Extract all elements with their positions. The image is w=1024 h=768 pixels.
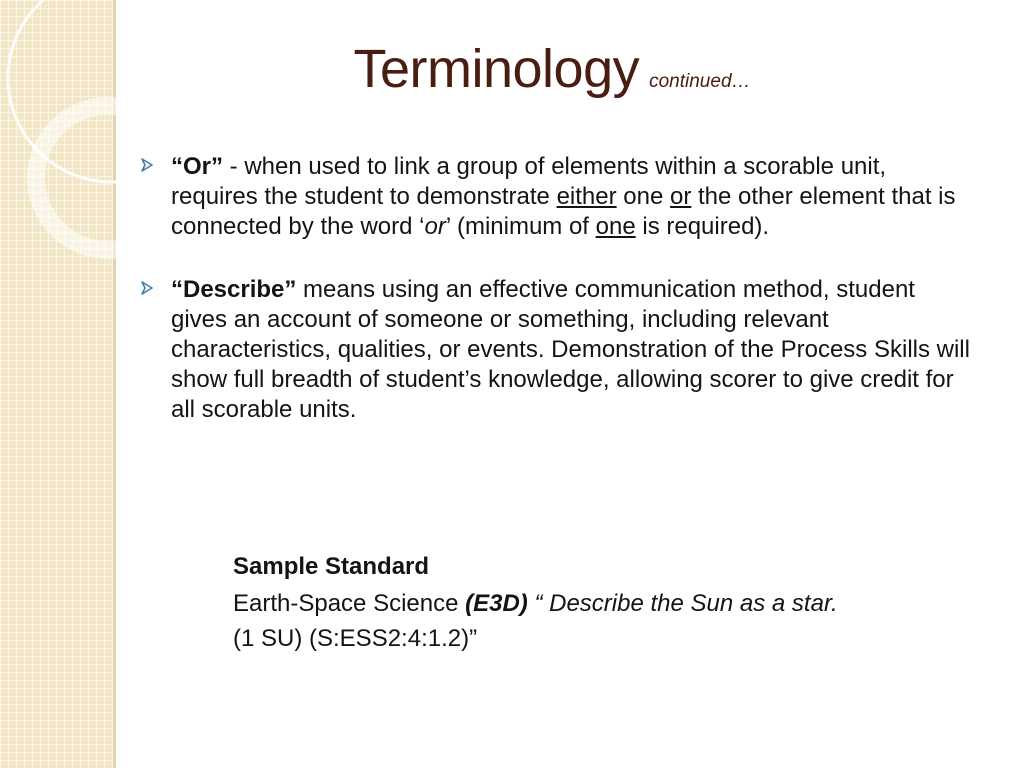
or-underline-either: either [556, 183, 617, 210]
title-continued: continued… [649, 71, 751, 92]
term-or: “Or” [171, 153, 224, 180]
or-text-2: one [616, 183, 670, 210]
slide-title [0, 38, 1024, 100]
or-text-3: the other element that is connected by the word ‘ [171, 183, 956, 240]
sample-line-2: (1 SU) (S:ESS2:4:1.2)” [233, 625, 478, 652]
or-underline-one: one [595, 213, 636, 240]
or-text-5: is required). [635, 213, 770, 240]
or-italic-word: or [424, 213, 446, 240]
describe-text: means using an effective communication method, student gives an account of someone or something, including relevant characteristics, qualities, or events. Demonstration of the Process Skills will show full breadth of student’s knowledge, allowing scorer to give credit for all scorable units. [171, 276, 970, 423]
term-describe: “Describe” [171, 276, 297, 303]
sample-quote: “ Describe the Sun as a star. [527, 590, 838, 617]
sample-code: (E3D) [465, 590, 528, 617]
or-text-4: ’ (minimum of [445, 213, 596, 240]
or-underline-or: or [670, 183, 692, 210]
arrow-bullet-icon [140, 158, 154, 172]
sample-standard [233, 549, 838, 656]
arrow-bullet-icon [140, 281, 154, 295]
or-text-1: - when used to link a group of elements within a scorable unit, requires the student to demonstrate [171, 153, 887, 210]
bullet-or [140, 152, 970, 242]
slide-body [140, 152, 970, 425]
sample-heading: Sample Standard [233, 553, 430, 580]
title-text: Terminology [353, 39, 640, 99]
bullet-describe [140, 275, 970, 425]
sample-subject: Earth-Space Science [233, 590, 466, 617]
sample-line-1 [233, 586, 838, 621]
